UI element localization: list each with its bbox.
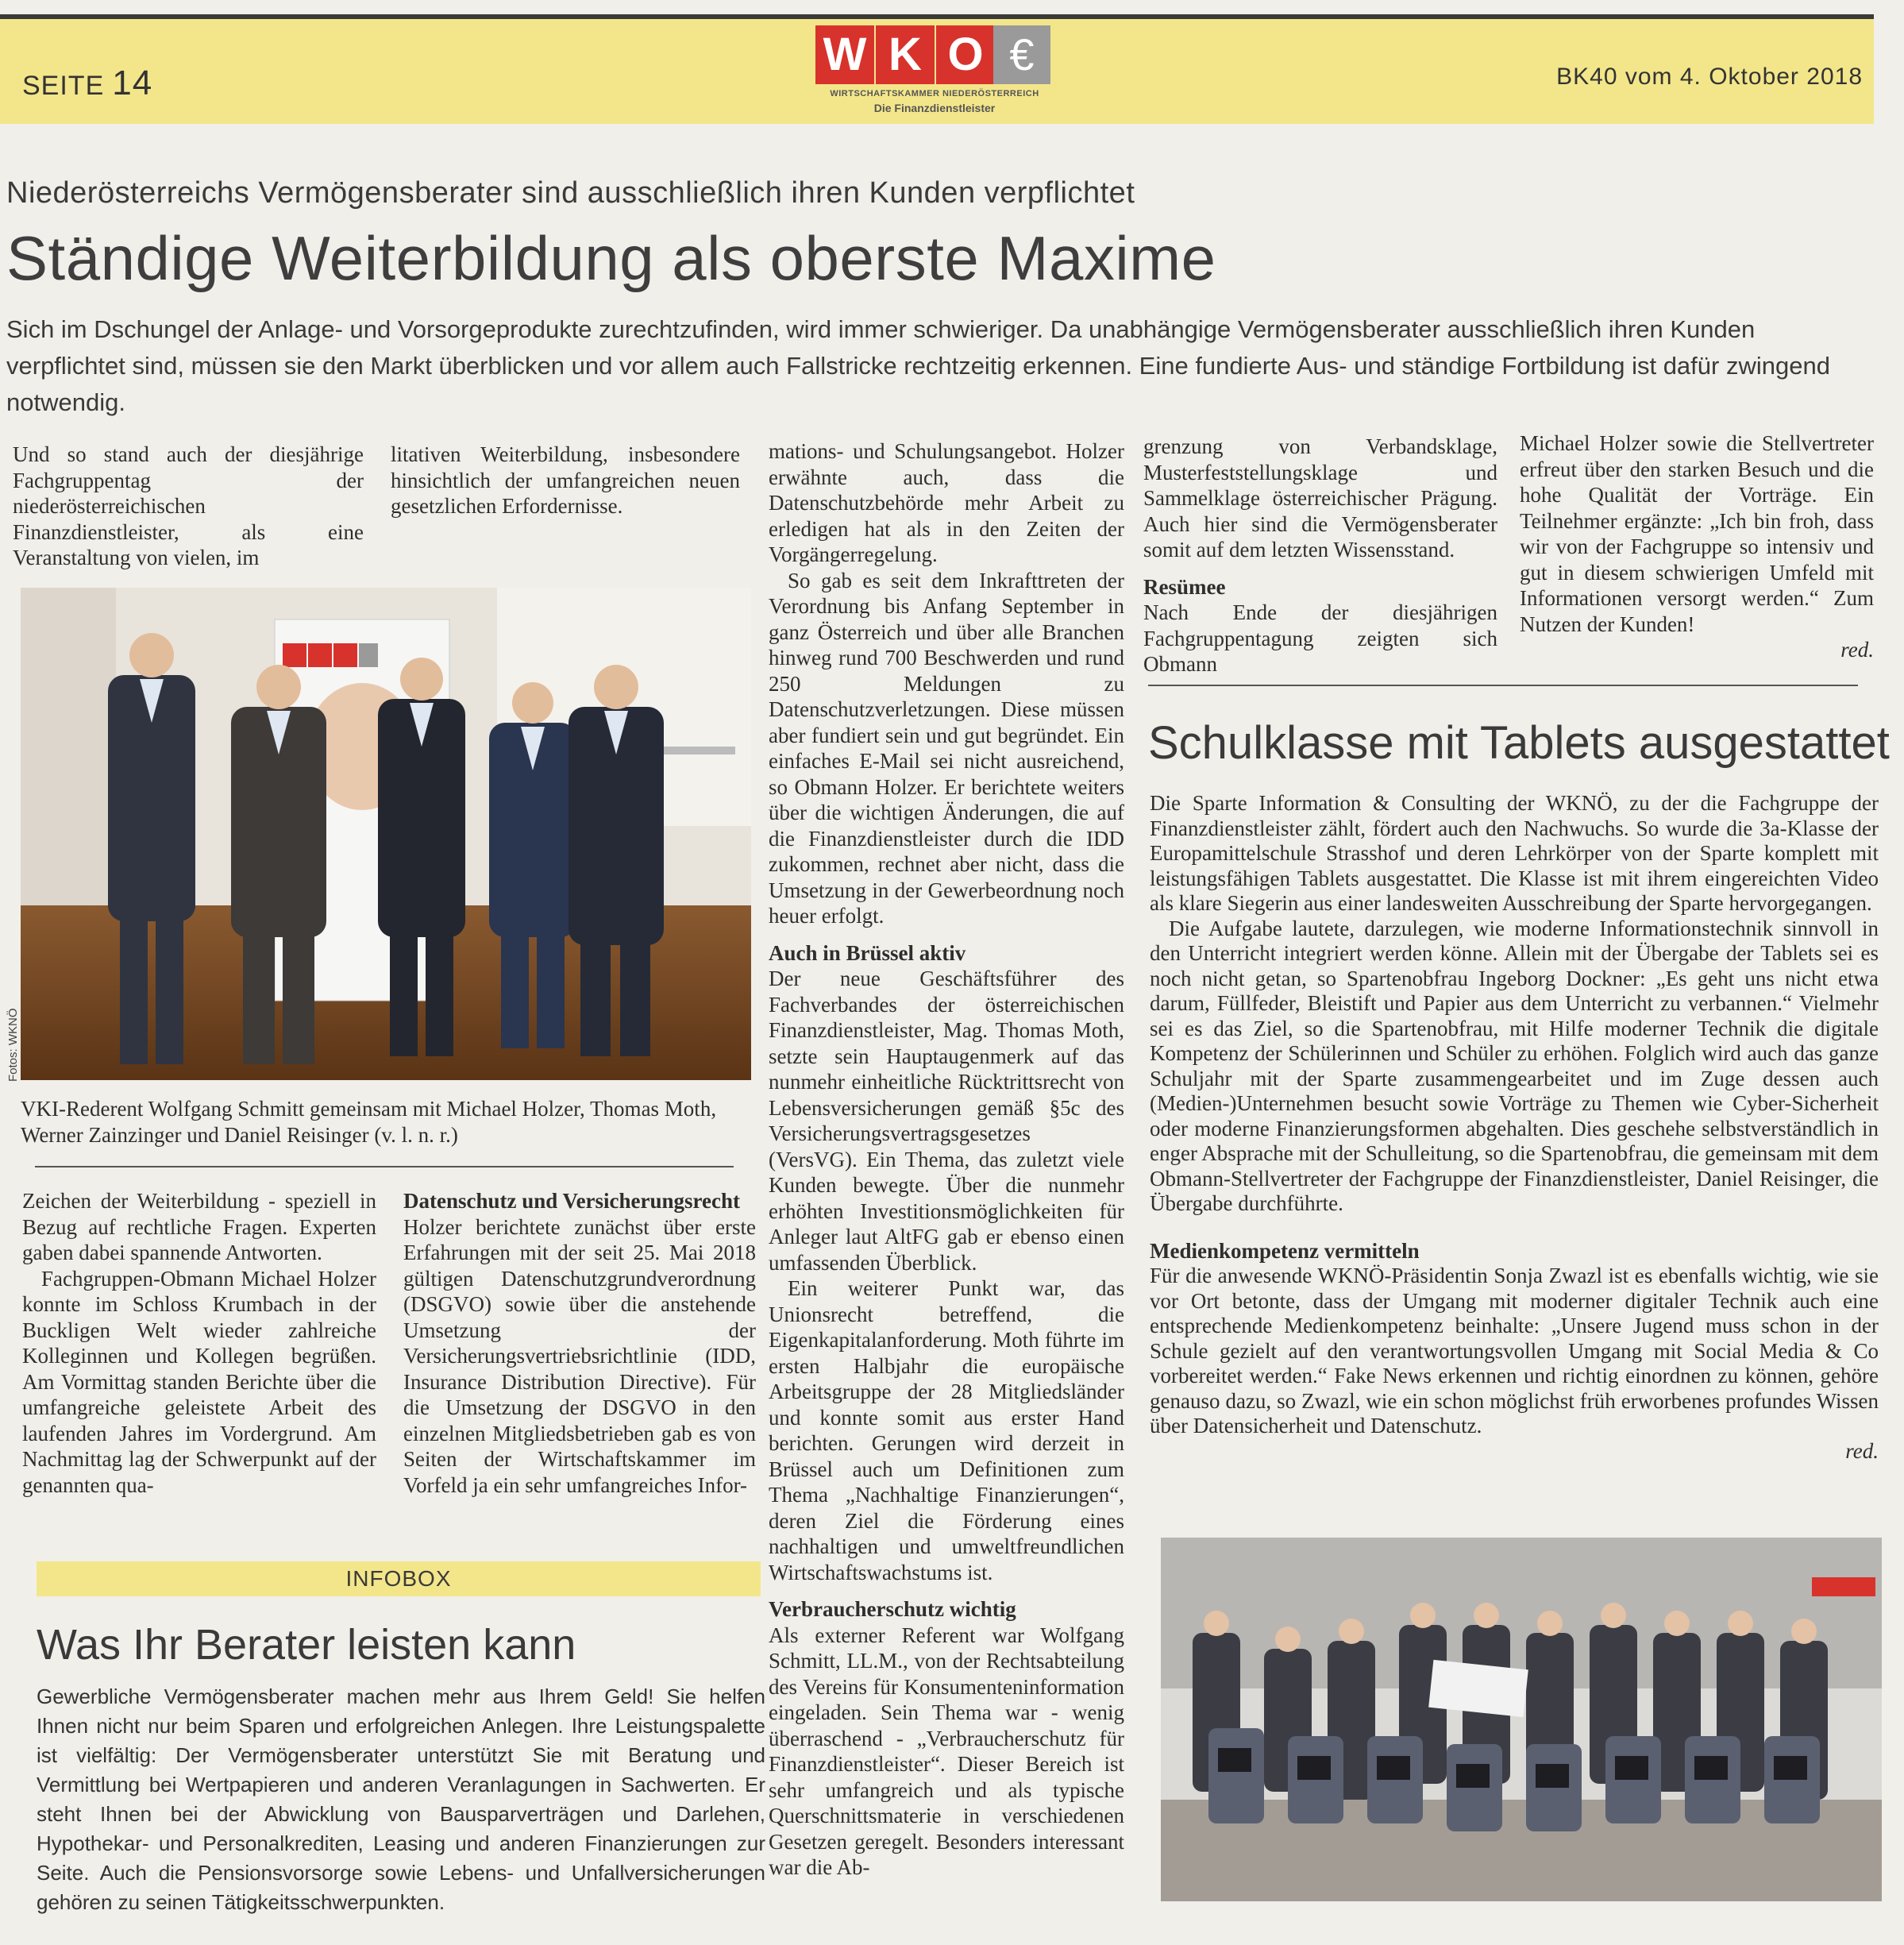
subheading: Datenschutz und Versicherungsrecht xyxy=(403,1189,741,1213)
paragraph: litativen Weiterbildung, insbesondere hinsichtlich der umfangreichen neuen gesetzlichen Erfordernisse. xyxy=(391,442,740,518)
column-2-top xyxy=(391,442,740,519)
article-headline: Ständige Weiterbildung als oberste Maxime xyxy=(6,223,1216,293)
photo-credit: Fotos: WKNÖ xyxy=(6,1008,20,1082)
page-label: SEITE xyxy=(22,71,105,101)
paragraph: Die Sparte Information & Consulting der WKNÖ, zu der die Fachgruppe der Finanzdienstleister zählt, fördert auch den Nachwuchs. So wurde die 3a-Klasse der Europamittelschule Strasshof und deren Lehrkörper von der Sparte komplett mit leistungsfähigen Tablets ausgestattet. Die Klasse ist mit ihrem eingereichten Video als klare Siegerin aus einer landesweiten Ausschreibung der Sparte hervorgegangen. xyxy=(1150,791,1879,915)
paragraph: Fachgruppen-Obmann Michael Holzer konnte im Schloss Krumbach in der Buckligen Welt wieder zahlreiche Kolleginnen und Kollegen begrüßen. Am Vormittag standen Berichte über die umfangreiche geleistete Arbeit des laufenden Jahres im Vordergrund. Am Nachmittag lag der Schwerpunkt auf der genannten qua- xyxy=(22,1266,376,1497)
logo-letter-w: W xyxy=(815,25,874,84)
infobox-label: INFOBOX xyxy=(345,1566,452,1591)
subheading: Medienkompetenz vermitteln xyxy=(1150,1238,1420,1263)
page-number-value: 14 xyxy=(112,64,153,102)
column-4 xyxy=(1143,434,1497,677)
paragraph: mations- und Schulungsangebot. Holzer erwähnte auch, dass die Datenschutzbehörde mehr Arbeit zu erledigen hat als in den Zeiten der Vorgängerregelung. xyxy=(769,439,1124,566)
divider xyxy=(1148,685,1858,686)
group-photo xyxy=(21,588,751,1080)
paragraph: Die Aufgabe lautete, darzulegen, wie moderne Informationstechnik sinnvoll in den Unterricht integriert werden könne. Allein mit der Übergabe der Tablets sei es noch nicht getan, so Spartenobfrau Ingeborg Dockner: „Es geht uns nicht etwa darum, Füllfeder, Bleistift und Papier aus dem Unterricht zu verbannen.“ Vielmehr sei es das Ziel, so die Spartenobfrau, mit Hilfe moderner Technik die digitale Kompetenz der Schülerinnen und Schüler zu erhöhen. Folglich wird auch das ganze Schuljahr mit der Sparte zusammengearbeitet und im Zuge dessen auch (Medien-)Unternehmen besucht sowie Vorträge zu Themen wie Cyber-Sicherheit oder moderne Finanzierungsformen abgehalten. Dies geschehe selbstverständlich in enger Absprache mit der Schulleitung, so die Spartenobfrau, die gemeinsam mit dem Obmann-Stellvertreter der Fachgruppe der Finanzdienstleister, Daniel Reisinger, die Übergabe durchführte. xyxy=(1150,916,1879,1215)
paragraph: Holzer berichtete zunächst über erste Erfahrungen mit der seit 25. Mai 2018 gültigen Datenschutzgrundverordnung (DSGVO) sowie über die anstehende Umsetzung der Versicherungsvertriebsrichtlinie (IDD, Insurance Distribution Directive). Für die Umsetzung der DSGVO in den einzelnen Mitgliedsbetrieben gab es von Seiten der Wirtschaftskammer im Vorfeld ja ein sehr umfangreiches Infor- xyxy=(403,1214,756,1497)
subheading: Resümee xyxy=(1143,574,1226,599)
euro-icon: € xyxy=(993,25,1050,84)
divider xyxy=(35,1166,734,1167)
logo-subtitle: WIRTSCHAFTSKAMMER NIEDERÖSTERREICH xyxy=(830,89,1039,98)
paragraph: So gab es seit dem Inkrafttreten der Verordnung bis Anfang September in ganz Österreich und über alle Branchen hinweg rund 700 Beschwerden und rund 250 Meldungen zu Datenschutzverletzungen. Diese müssen aber fundiert sein und gut begründet. Ein einfaches E-Mail sei nicht ausreichend, so Obmann Holzer. Er berichtete weiters über die wichtigen Änderungen, die auf die Finanzdienstleister durch die IDD zukommen, rechnet aber nicht, dass die Umsetzung in der Gewerbeordnung noch heuer erfolgt. xyxy=(769,568,1124,928)
logo-letter-k: K xyxy=(876,25,935,84)
school-headline: Schulklasse mit Tablets ausgestattet xyxy=(1148,717,1890,769)
issue-date: BK40 vom 4. Oktober 2018 xyxy=(1556,64,1863,90)
paragraph: Als externer Referent war Wolfgang Schmitt, LL.M., von der Rechtsabteilung des Vereins für Konsumenteninformation eingeladen. Sein Thema war - wenig überraschend - „Verbraucherschutz für Finanzdienstleister“. Dieser Bereich ist sehr umfangreich und als typische Querschnittsmaterie in verschiedenen Gesetzen geregelt. Besonders interessant war die Ab- xyxy=(769,1623,1124,1879)
column-1-top xyxy=(13,442,364,571)
column-5 xyxy=(1520,430,1874,663)
signature: red. xyxy=(1840,638,1874,662)
column-2-bottom xyxy=(403,1188,756,1498)
paragraph: Michael Holzer sowie die Stellvertreter erfreut über den starken Besuch und die hohe Qualität der Vorträge. Ein Teilnehmer ergänzte: „Ich bin froh, dass wir von der Fachgruppe so intensiv und gut in diesem schwierigen Umfeld mit Informationen versorgt werden.“ Zum Nutzen der Kunden! xyxy=(1520,431,1874,636)
school-article-body xyxy=(1150,791,1879,1464)
paragraph: Und so stand auch der diesjährige Fachgruppentag der niederösterreichischen Finanzdienstleister, als eine Veranstaltung von vielen, im xyxy=(13,442,364,569)
wko-logo xyxy=(815,25,1054,119)
paragraph: Zeichen der Weiterbildung - speziell in Bezug auf rechtliche Fragen. Experten gaben dabei spannende Antworten. xyxy=(22,1189,376,1264)
logo-tagline: Die Finanzdienstleister xyxy=(873,102,996,114)
infobox-title: Was Ihr Berater leisten kann xyxy=(37,1621,576,1669)
top-rule xyxy=(0,14,1874,19)
paragraph: grenzung von Verbandsklage, Musterfeststellungsklage und Sammelklage österreichischer Prägung. Auch hier sind die Vermögensberater somit auf dem letzten Wissensstand. xyxy=(1143,434,1497,562)
paragraph: Für die anwesende WKNÖ-Präsidentin Sonja Zwazl ist es ebenfalls wichtig, wie sie vor Ort betonte, dass der Umgang mit moderner digitaler Technik auch eine entsprechende Medienkompetenz beinhalte: „Unsere Jugend muss schon in der Schule gezielt auf den verantwortungsvollen Umgang mit Social Media & Co vorbereitet werden.“ Fake News erkennen und richtig einordnen zu können, gehöre genauso dazu, so Zwazl, wie ein schon möglichst früh erworbenes profundes Wissen über Datensicherheit und Datenschutz. xyxy=(1150,1264,1879,1438)
photo-caption: VKI-Rederent Wolfgang Schmitt gemeinsam mit Michael Holzer, Thomas Moth, Werner Zainzinger und Daniel Reisinger (v. l. n. r.) xyxy=(21,1097,717,1147)
signature: red. xyxy=(1845,1438,1879,1463)
logo-letter-o: O xyxy=(936,25,995,84)
paragraph: Der neue Geschäftsführer des Fachverbandes der österreichischen Finanzdienstleister, Mag. Thomas Moth, setzte sein Hauptaugenmerk auf das nunmehr einheitliche Rücktrittsrecht von Lebensversicherungen gemäß §5c des Versicherungsvertragsgesetzes (VersVG). Ein Thema, das zuletzt viele Kunden bewegte. Über die nunmehr erhöhten Investitionsmöglichkeiten für Anleger laut AltFG gab er ebenso einen umfassenden Überblick. xyxy=(769,967,1124,1275)
subheading: Auch in Brüssel aktiv xyxy=(769,940,966,965)
page-number xyxy=(22,64,152,103)
paragraph: Ein weiterer Punkt war, das Unionsrecht betreffend, die Eigenkapitalanforderung. Moth führte im ersten Halbjahr die europäische Arbeitsgruppe der 28 Mitgliedsländer und konnte somit aus erster Hand berichten. Gerungen wird derzeit in Brüssel auch um Definitionen zum Thema „Nachhaltige Finanzierungen“, deren Ziel die Förderung eines nachhaltigen und umweltfreundlichen Wirtschaftswachstums ist. xyxy=(769,1276,1124,1584)
paragraph: Nach Ende der diesjährigen Fachgruppentagung zeigten sich Obmann xyxy=(1143,600,1497,676)
class-photo xyxy=(1161,1538,1882,1901)
article-lead: Sich im Dschungel der Anlage- und Vorsorgeprodukte zurechtzufinden, wird immer schwieriger. Da unabhängige Vermögensberater ausschließlich ihren Kunden verpflichtet sind, müssen sie den Markt überblicken und vor allem auch Fallstricke rechtzeitig erkennen. Eine fundierte Aus- und ständige Fortbildung ist dafür zwingend notwendig. xyxy=(6,315,1830,416)
column-3 xyxy=(769,438,1124,1881)
infobox-text: Gewerbliche Vermögensberater machen mehr aus Ihrem Geld! Sie helfen Ihnen nicht nur beim Sparen und erfolgreichen Anlegen. Ihre Leistungspalette ist vielfältig: Der Vermögensberater unterstützt Sie mit Beratung und Vermittlung bei Wertpapieren und anderen Veranlagungen in Sachwerten. Er steht Ihnen bei der Abwicklung von Bausparverträgen und Darlehen, Hypothekar- und Personalkrediten, Leasing und anderen Finanzierungen zur Seite. Auch die Pensionsvorsorge sowie Lebens- und Unfallversicherungen gehören zu seinen Tätigkeitsschwerpunkten. xyxy=(37,1685,765,1914)
column-1-bottom xyxy=(22,1188,376,1498)
subheading: Verbraucherschutz wichtig xyxy=(769,1597,1016,1621)
article-kicker: Niederösterreichs Vermögensberater sind ausschließlich ihren Kunden verpflichtet xyxy=(6,176,1135,210)
